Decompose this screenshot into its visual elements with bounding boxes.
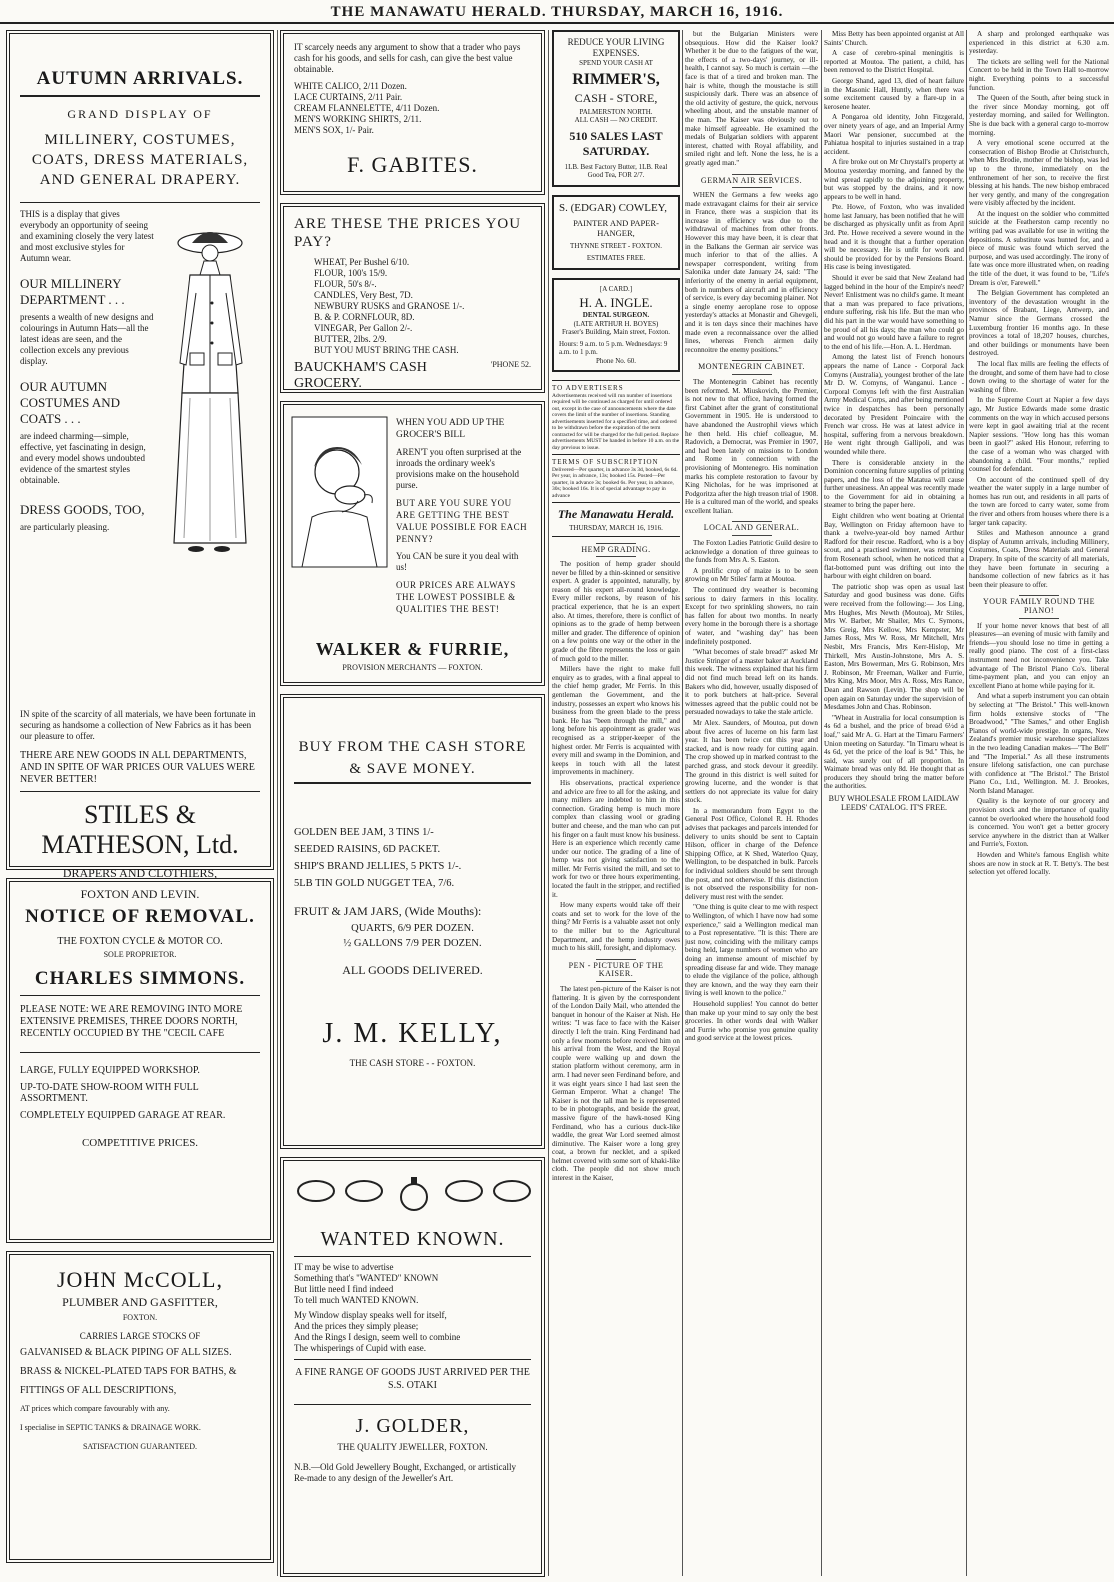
news-para: The tickets are selling well for the National Concert to be held in the Town Hall to-morrow night. Everything points to a successful function. [969, 57, 1109, 92]
local-para: "What becomes of stale bread?" asked Mr Justice Stringer of a master baker at Auckland this week. The witness explained that his firm did not find much bread left on its hands. Bakers who did, however, usually disposed of it to pork butchers at halt-price. Several witnesses agreed that the public could not be persuaded nowadays to take the stale article. [685, 648, 818, 717]
removal-l4: COMPETITIVE PRICES. [81, 1136, 199, 1149]
stiles-matheson-ad [6, 30, 274, 901]
new-goods-text: THERE ARE NEW GOODS IN ALL DEPARTMENTS, AND IN SPITE OF WAR PRICES OUR VALUES WERE NEVER BETTER! [20, 750, 255, 785]
page-masthead: THE MANAWATU HERALD. THURSDAY, MARCH 16, 1916. [0, 0, 1114, 24]
subscription-text: Delivered—Per quarter, in advance 3s 3d, booked, 6s 6d. Per year, in advance, 13s; booked 15s. Posted—Per quarter, in advance 3s; booked 6s. Per year, in advance, 30s; booked 16s. It is of special advantage to pay in advance [552, 466, 678, 499]
column-rule [821, 30, 822, 1576]
bauckham-item: BUTTER, 2lbs. 2/9. [314, 334, 387, 344]
piano-para: Quality is the keynote of our grocery and provision stock and the importance of quality cannot be overlooked where the household food is concerned. You won't get a better grocery service anywhere in the district than at Walker and Furrie's, Foxton. [969, 797, 1109, 849]
rimmer-h1: REDUCE YOUR LIVING EXPENSES. [567, 37, 665, 58]
subscription-head: TERMS OF SUBSCRIPTION [552, 458, 659, 466]
bauckham-item: WHEAT, Per Bushel 6/10. [314, 257, 410, 267]
kelly-title: BUY FROM THE CASH STORE & SAVE MONEY. [294, 736, 531, 784]
kelly-sub: THE CASH STORE - - FOXTON. [349, 1058, 476, 1068]
gabites-ad [280, 30, 545, 195]
golder-goods: A FINE RANGE OF GOODS JUST ARRIVED PER THE S.S. OTAKI [295, 1367, 530, 1391]
subscription-notice [552, 455, 680, 503]
news-para: Miss Betty has been appointed organist at All Saints' Church. [824, 30, 964, 47]
advertisers-notice [552, 380, 680, 455]
golder-sub: THE QUALITY JEWELLER, FOXTON. [337, 1442, 488, 1452]
kelly-quarts: QUARTS, 6/9 PER DOZEN. [351, 923, 474, 934]
poem-line: The whisperings of Cupid with ease. [294, 1343, 426, 1353]
rimmer-store: CASH - STORE, [574, 90, 658, 105]
ingle-late: (LATE ARTHUR H. BOYES) [573, 319, 659, 328]
monte-para: The Montenegrin Cabinet has recently been reformed. M. Miuskovich, the Premier, is not new to that office, having formed the first Cabinet after the grant of constitutional Government in 1905. He is understood to have abandoned the Austrophil views which he then held. His chief colleague, M. Radovich, a Democrat, was Premier in 1907, and had been lately on missions to London and Rome in connection with the provisioning of Montenegro. His nomination marks his complete restoration to favour by King Nicholas, for he was imprisoned at Podgoritza after the high treason trial of 1908. He is a cultured man of the world, and speaks excellent Italian. [685, 377, 818, 515]
stiles-loc: FOXTON AND LEVIN. [80, 887, 200, 901]
gabites-intro: IT scarcely needs any argument to show that a trader who pays cash for his goods, and sells for cash, can give the best value obtainable. [294, 42, 521, 74]
column-5 [824, 30, 964, 1576]
dress-head: DRESS GOODS, TOO, [20, 502, 145, 517]
golder-title: WANTED KNOWN. [320, 1228, 505, 1250]
cowley-trade: PAINTER AND PAPER-HANGER, [573, 217, 659, 238]
laidlaw-foot: BUY WHOLESALE FROM LAIDLAW LEEDS' CATALOG. IT'S FREE. [828, 794, 960, 812]
news-para: A fire broke out on Mr Chrystall's property at Moutoa yesterday morning, and fanned by the wind spread rapidly to the adjoining property, but was stopped by the drains, and it now appears to be well in hand. [824, 158, 964, 201]
lady-illustration [160, 213, 265, 563]
gabites-item: MEN'S SOX, 1/- Pair. [294, 125, 374, 135]
local-para: The Foxton Ladies Patriotic Guild desire to acknowledge a donation of three guineas to the funds from Mrs A. S. Easton. [685, 539, 818, 565]
walker-t3: You CAN be sure it you deal with us! [396, 551, 519, 572]
golder-ad [280, 1157, 545, 1577]
gabites-item: LACE CURTAINS, 2/11 Pair. [294, 92, 403, 102]
kelly-name: J. M. KELLY, [322, 1018, 503, 1049]
walker-t1: AREN'T you often surprised at the inroads the ordinary week's provisions make on the household purse. [396, 447, 522, 490]
news-para: Stiles and Matheson announce a grand display of Autumn arrivals, including Millinery, Costumes, Coats, Dress Materials and General Drapery. In spite of the scarcity of all materials, they have been fortunate in securing a handsome collection of new fabrics as it has been their pleasure to offer. [969, 529, 1109, 589]
local-head: LOCAL AND GENERAL. [685, 521, 818, 536]
news-para: Among the latest list of French honours appears the name of Lance - Corporal Jack Comyns (Australia), youngest brother of the late Mr D. W. Comyns, of Wanganui. Lance - Corporal Comyns left with the first Australian Army Medical Corps, and after being mentioned twice in despatches has been personally decorated by President Poincaire with the French war cross. He was at latest advice in hospital, suffering from a nervous breakdown. He went right through Gallipoli, and was wounded while there. [824, 353, 964, 456]
stiles-sub: DRAPERS AND CLOTHIERS, [62, 866, 218, 880]
hemp-para: His observations, practical experience and advice are free to all for the asking, and many millers are indebted to him in this connection. Grading hemp is much more complex than classing wool or grading butter and cheese, and the man who can put his finger on a fault must know his business. Here is an experience which recently came under our notice. The grading of a line of hemp was not giving satisfaction to the miller. Mr Ferris visited the mill, and set to work for two or three hours experimenting, located the fault in the stripper, and rectified it. [552, 778, 680, 899]
ingle-bldg: Fraser's Building, Main street, Foxton. [561, 328, 670, 336]
news-para: Eight children who went boating at Oriental Bay, Wellington on Friday afternoon have to thank a twelve-year-old boy named Arthur Radford for their rescue. Radford, who is a boy scout, and a practised swimmer, was returning from Roseneath school, when he noticed that a flat-bottomed punt was drifting out into the harbour with eight children on board. [824, 512, 964, 581]
ingle-trade: DENTAL SURGEON. [582, 311, 650, 319]
news-para: On account of the continued spell of dry weather the water supply in a large number of homes has run out, and residents in all parts of the town are forced to carry water, some from the river and others from houses where there is a larger tank capacity. [969, 475, 1109, 527]
removal-l1: LARGE, FULLY EQUIPPED WORKSHOP. [20, 1064, 200, 1076]
news-para: Pte. Howe, of Foxton, who was invalided home last January, has been notified that he will be discharged as physically unfit as from April 3rd. Pte. Howe received a severe wound in the head and it is thought that a further operation will be necessary. He is unfit for work and should be provided for by the Pensions Board. His case is being investigated. [824, 203, 964, 272]
costumes-text: are indeed charming—simple, effective, yet fascinating in design, and every model shows undoubted evidence of the smartest styles obtainable. [20, 431, 146, 485]
piano-para: If your home never knows that best of all pleasures—an evening of music with family and friends—you should lose no time in getting a really good piano. The cost of a first-class instrument need not inconvenience you. Take advantage of The Bristol Piano Co's. liberal time-payment plan, and you can enjoy an excellent Piano at home while paying for it. [969, 621, 1109, 690]
kelly-item: SHIP'S BRAND JELLIES, 5 PKTS 1/-. [294, 861, 462, 872]
cowley-street: THYNNE STREET - FOXTON. [570, 241, 662, 250]
paper-mast: The Manawatu Herald. [557, 507, 675, 521]
local-para: In a memorandum from Egypt to the General Post Office, Colonel R. H. Rhodes advises that packages and parcels intended for delivery to units should be sent to Captain Hilson, officer in charge of the Defence Shipping Office, at K Shed, Waterloo Quay, Wellington, to be despatched in bulk. Parcels for individual soldiers should be sent through the post, and not otherwise. If this distinction is not observed the responsibility for non-delivery must rest with the sender. [685, 806, 818, 901]
rimmer-foot: 1LB. Best Factory Butter, 1LB. Real Good Tea, FOR 2/7. [564, 162, 668, 179]
jewellery-illustration [294, 1169, 534, 1219]
removal-ad [6, 878, 274, 1243]
news-para: "Wheat in Australia for local consumption is 4s 6d a bushel, and the price of bread 6½d a loaf," said Mr A. G. Hart at the Timaru Farmers' Union meeting on Saturday. "In Timaru wheat is 4s 6d, yet the price of the loaf is 9d." This, he said, was surely out of all proportion. In Waimate bread was only 8d. He thought that as producers they should bring the matter before the authorities. [824, 713, 964, 791]
walker-t2: BUT ARE YOU SURE YOU ARE GETTING THE BEST VALUE POSSIBLE FOR EACH PENNY? [396, 498, 528, 544]
walker-t4: OUR PRICES ARE ALWAYS THE LOWEST POSSIBLE & QUALITIES THE BEST! [396, 580, 516, 614]
walker-name: WALKER & FURRIE, [315, 639, 510, 659]
monte-head: MONTENEGRIN CABINET. [685, 360, 818, 375]
column-2 [280, 30, 545, 1576]
bauckham-item: CANDLES, Very Best, 7D. [314, 290, 413, 300]
kelly-ad [280, 694, 545, 1149]
golder-nb: N.B.—Old Gold Jewellery Bought, Exchanged, or artistically Re-made to any design of the Jeweller's Art. [294, 1462, 516, 1483]
removal-co: THE FOXTON CYCLE & MOTOR CO. [57, 936, 223, 947]
kelly-delivered: ALL GOODS DELIVERED. [342, 963, 483, 977]
news-para: A Pongaroa old identity, John Fitzgerald, over ninety years of age, and an Imperial Army Maori War pensioner, succumbed at the Pahiatua hospital to injuries sustained in a trap accident. [824, 113, 964, 156]
dress-text: are particularly pleasing. [20, 522, 110, 532]
mccoll-l2: GALVANISED & BLACK PIPING OF ALL SIZES. [20, 1346, 232, 1358]
piano-head: YOUR FAMILY ROUND THE PIANO! [969, 595, 1109, 618]
mccoll-ad [6, 1251, 274, 1563]
millinery-text: presents a wealth of new designs and colourings in Autumn Hats—all the latest ideas are seen, and the collection excels any previous display. [20, 312, 154, 366]
poem-line: My Window display speaks well for itself, [294, 1310, 447, 1320]
mccoll-l7: SATISFACTION GUARANTEED. [82, 1441, 198, 1451]
column-1 [6, 30, 274, 1576]
removal-title: NOTICE OF REMOVAL. [25, 906, 255, 927]
gabites-item: CREAM FLANNELETTE, 4/11 Dozen. [294, 103, 440, 113]
autumn-goods: MILLINERY, COSTUMES, COATS, DRESS MATERIALS, AND GENERAL DRAPERY. [31, 132, 249, 188]
bauckham-item: BUT YOU MUST BRING THE CASH. [314, 345, 459, 355]
advertisers-text: Advertisements received will run number of insertions required will be continued as charged for until ordered out, except in the case of announcements where the date covers the limit of the number of insertions. Standing advertisements inserted for a specified time, and ordered to be withdrawn before the expiration of the term contracted for will be charged for the full period. Replace advertisements MUST be handed in before 10 a.m. on the day previous to issue. [552, 392, 680, 451]
rimmer-sales: 510 SALES LAST SATURDAY. [569, 128, 663, 158]
gabites-name: F. GABITES. [347, 152, 478, 177]
paper-date: THURSDAY, MARCH 16, 1916. [552, 524, 680, 537]
removal-name: CHARLES SIMMONS. [34, 967, 246, 989]
news-para: A sharp and prolonged earthquake was experienced in this district at 6.30 a.m. yesterday. [969, 30, 1109, 56]
cowley-ad [552, 195, 680, 270]
column-6 [969, 30, 1109, 1576]
kelly-item: SEEDED RAISINS, 6D PACKET. [294, 844, 441, 855]
ingle-ad [552, 278, 680, 373]
poem-line: And the prices they simply please; [294, 1321, 419, 1331]
mccoll-l5: AT prices which compare favourably with any. [20, 1403, 170, 1413]
mccoll-l1: CARRIES LARGE STOCKS OF [79, 1330, 201, 1341]
walker-furrie-ad [280, 401, 545, 686]
air-head: GERMAN AIR SERVICES. [685, 174, 818, 189]
bauckham-ad [280, 203, 545, 393]
news-para: The local flax mills are feeling the effects of the drought, and some of them have had to close down owing to the shortage of water for the washing of fibre. [969, 359, 1109, 394]
news-para: The Belgian Government has completed an inventory of the devastation wrought in the provinces of Brabant, Liege, Antwerp, and Namur since the Germans crossed the Luxemburg frontier 16 months ago. In these provinces a total of 18,207 houses, churches, and other buildings or monuments have been destroyed. [969, 289, 1109, 358]
bauckham-phone: 'PHONE 52. [490, 359, 531, 369]
column-4 [685, 30, 818, 1576]
column-rule [966, 30, 967, 1576]
column-rule [682, 30, 683, 1576]
mccoll-l4: FITTINGS OF ALL DESCRIPTIONS, [20, 1384, 177, 1396]
rimmer-terms: ALL CASH — NO CREDIT. [574, 116, 658, 124]
kelly-gallons: ½ GALLONS 7/9 PER DOZEN. [343, 938, 482, 949]
ingle-card: [A CARD.] [599, 284, 633, 293]
advertisers-head: TO ADVERTISERS [552, 384, 624, 392]
golder-name: J. GOLDER, [355, 1415, 470, 1437]
poem-line: But little need I find indeed [294, 1284, 394, 1294]
walker-sub: PROVISION MERCHANTS — FOXTON. [342, 662, 483, 672]
column-rule [548, 30, 549, 1576]
costumes-head: OUR AUTUMN COSTUMES AND COATS . . . [20, 379, 121, 426]
removal-prop: SOLE PROPRIETOR. [103, 950, 177, 959]
cowley-name: S. (EDGAR) COWLEY, [559, 201, 667, 214]
news-para: A very emotional scene occurred at the consecration of Bishop Brodie at Christchurch, when Mrs Brodie, mother of the bishop, was led up to the throne, immediately on the enthronement of her son, to receive the first blessing at his hands. The new bishop embraced her very gently, and many of the congregation were visibly affected by the incident. [969, 139, 1109, 208]
stiles-firm: STILES & MATHESON, Ltd. [41, 800, 239, 859]
removal-l3: COMPLETELY EQUIPPED GARAGE AT REAR. [20, 1109, 226, 1121]
cowley-est: ESTIMATES FREE. [586, 254, 646, 262]
mccoll-name: JOHN McCOLL, [57, 1267, 223, 1292]
hemp-para: The position of hemp grader should never be filled by a thin-skinned or sensitive expert. A grader is appointed, naturally, by reason of his expert all-round knowledge. Every miller reckons, by reason of his practical experience, that he is an expert also. At times, therefore, there is conflict of opinions as to the grade of hemp between miller and grader. The difference of opinion on a few points one way or the other in the grade of the fibre represents the loss or gain of much gold to the miller. [552, 560, 680, 663]
scarcity-text: IN spite of the scarcity of all materials, we have been fortunate in securing as handsome a collection of New Fabrics as it has been our pleasure to offer. [20, 709, 256, 741]
kelly-item: GOLDEN BEE JAM, 3 TINS 1/- [294, 827, 434, 838]
bauckham-name: BAUCKHAM'S CASH GROCERY. [294, 360, 427, 391]
local-para: Household supplies! You cannot do better than make up your mind to say only the best groceries. In other words deal with Walker and Furrie who promise you genuine quality and good service at the lowest prices. [685, 999, 818, 1043]
kelly-item: 5LB TIN GOLD NUGGET TEA, 7/6. [294, 878, 455, 889]
bauckham-item: FLOUR, 100's 15/9. [314, 268, 388, 278]
mccoll-l3: BRASS & NICKEL-PLATED TAPS FOR BATHS, & [20, 1365, 237, 1377]
air-para: WHEN the Germans a few weeks ago made extravagant claims for their air service in France, there was a suspicion that its increase in efficiency was due to the withdrawal of machines from other fronts. However this may have been, it is clear that in the Balkans the German air service was much inferior to that of the allies. A newspaper correspondent, writing from Salonika under date January 24, said: "The inferiority of the enemy in aerial equipment, both in numbers of aircraft and in efficiency of service, is every day becoming plainer. Not a single enemy aeroplane rose to oppose yesterday's attacks at Monastir and Ghevgeli, and it is ten days since their machines have made even a reconnaissance over the allied lines, whereas French airmen daily reconnoitre the enemy positions." [685, 191, 818, 354]
rimmer-name: RIMMER'S, [572, 70, 660, 88]
news-para: The Queen of the South, after being stuck in the river since Monday morning, got off yesterday morning, and sailed for Wellington. She is due back with a general cargo to-morrow morning. [969, 94, 1109, 137]
millinery-head: OUR MILLINERY DEPARTMENT . . . [20, 276, 125, 307]
local-para: Mr Alex. Saunders, of Moutoa, put down about five acres of lucerne on his farm last year. It has been twice cut this year and stacked, and is now ready for cutting again. The crop showed up in marked contrast to the parched grass, and stock devour it greedily. The ground in this district is well suited for growing lucerne, and the wonder is that settlers do not appreciate its value for dairy stock. [685, 718, 818, 805]
hemp-head: HEMP GRADING. [552, 543, 680, 558]
poem-line: To tell much WANTED KNOWN. [294, 1295, 419, 1305]
kaiser-head: PEN - PICTURE OF THE KAISER. [552, 959, 680, 982]
removal-l2: UP-TO-DATE SHOW-ROOM WITH FULL ASSORTMENT. [20, 1081, 199, 1104]
local-para: "One thing is quite clear to me with respect to Wellington, of which I have now had some experience," said a Wellington medical man to a Post representative. "It is this: There are just now, coinciding with the military camps being held, large numbers of women who are doing an immense amount of mischief by spreading disease far and wide. They manage to elude the vigilance of the police, although they are known, and the way they earn their living is well known to the police." [685, 903, 818, 998]
golder-poem [294, 1262, 531, 1354]
bauckham-item: VINEGAR, Per Gallon 2/-. [314, 323, 413, 333]
removal-note: PLEASE NOTE: WE ARE REMOVING INTO MORE EXTENSIVE PREMISES, THREE DOORS NORTH, RECENTLY OCCUPIED BY THE "CECIL CAFE [20, 1003, 243, 1039]
kaiser-para: but the Bulgarian Ministers were obsequious. How did the Kaiser look? Whether it be due to the fatigues of the war, the effects of a two-days' journey, or ill-health, I cannot say. So much is certain —the face is that of a tired and broken man. The hair is white, though the moustache is still suspiciously dark. There was an absence of the old activity of gesture, the quick, nervous wheeling about, and the unstable manner of the man. The Kaiser was obviously out to make himself agreeable. He examined the medals of Bulgarian soldiers with apparent interest, chatted with Royal affability, and smiled right and left. None the less, he is a greatly aged man." [685, 30, 818, 167]
gabites-item: WHITE CALICO, 2/11 Dozen. [294, 81, 407, 91]
bauckham-item: FLOUR, 50's 8/-. [314, 279, 377, 289]
kelly-jars: FRUIT & JAM JARS, (Wide Mouths): [294, 904, 482, 918]
walker-h1: WHEN YOU ADD UP THE GROCER'S BILL [396, 418, 505, 440]
bauckham-list [314, 257, 531, 356]
news-para: A case of cerebro-spinal meningitis is reported at Moutoa. The patient, a child, has been removed to the District Hospital. [824, 49, 964, 75]
news-para: George Shand, aged 13, died of heart failure in the Masonic Hall, Huntly, when there was some excitement caused by a flare-up in a kerosene heater. [824, 76, 964, 111]
mccoll-trade: PLUMBER AND GASFITTER, [62, 1295, 218, 1309]
news-para: At the inquest on the soldier who committed suicide at the Featherston camp recently no writing pad was available for use in writing the depositions. A substitute was hunted for, and a piece of music was found which served the purpose, and was used accordingly. The irony of fate was once more illustrated when, on reading the title of the duet, it was found to be, "Life's Dream is o'er, Farewell." [969, 209, 1109, 287]
rimmer-loc: PALMERSTON NORTH. [579, 107, 653, 116]
news-para: Should it ever be said that New Zealand had lagged behind in the hour of the Empire's need? Never! Enlistment was no child's game. It meant that a man was prepared to face privations, endure suffering, risk his life. But the man who did his part in the war would have something to be proud of all his days; the man who could go and would not go would have a failure to regret to the end of his life.—Hon. A. L. Herdman. [824, 274, 964, 351]
gabites-list [294, 81, 531, 136]
woman-drinking-illustration [292, 417, 387, 567]
ingle-name: H. A. INGLE. [579, 295, 653, 310]
poem-line: Something that's "WANTED" KNOWN [294, 1273, 439, 1283]
column-3 [552, 30, 680, 1576]
column-rule [277, 30, 278, 1576]
kaiser-para: The latest pen-picture of the Kaiser is not flattering. It is given by the correspondent of the London Daily Mail, who attended the banquet in honour of the Kaiser at Nish. He writes: "I was face to face with the Kaiser directly I left the train. King Ferdinand had only a few moments before received him on his arrival from the West, and the Royal couple were walking up and down the station platform without ceremony, arm in arm. I had never seen Ferdinand before, and it was eight years since I had last seen the German Emperor. What a change! The Kaiser is not the tall man he is represented to be in photographs, and beside the great, massive figure of the hawk-nosed King Ferdinand, who has a curious duck-like waddle, the great War Lord seemed almost diminutive. The Kaiser wore a long grey coat, a brown fur necklet, and a spiked helmet covered with some sort of khaki-like cloth. The people did not show much interest in the Kaiser, [552, 985, 680, 1183]
poem-line: And the Rings I design, seem well to combine [294, 1332, 461, 1342]
news-para: In the Supreme Court at Napier a few days ago, Mr Justice Edwards made some drastic comments on the way in which accused persons were kept in gaol awaiting trial at the recent Napier sessions. "How long has this woman been in gaol?" asked His Honour, referring to the case of a woman who was charged with abandoning a child. "Four months," replied counsel for defendant. [969, 396, 1109, 474]
poem-line: IT may be wise to advertise [294, 1262, 394, 1272]
news-para: There is considerable anxiety in the Dominion concerning future supplies of printing papers, and the loss of the Matatua will cause further uneasiness. An appeal was recently made to the Government for aid in obtaining a steamer to bring the paper here. [824, 458, 964, 510]
bauckham-item: NEWBURY RUSKS and GRANOSE 1/-. [314, 301, 465, 311]
hemp-para: How many experts would take off their coats and set to work for the love of the thing? Mr Ferris is a valuable asset not only to the miller but to the Agricultural Department, and the hemp industry owes much to his skill, foresight, and diplomacy. [552, 901, 680, 953]
rimmer-h2: SPEND YOUR CASH AT [579, 59, 653, 67]
autumn-intro: THIS is a display that gives everybody an opportunity of seeing and examining closely the very latest and most exclusive styles for Autumn wear. [20, 209, 154, 263]
bauckham-title: ARE THESE THE PRICES YOU PAY? [294, 216, 522, 250]
hemp-article [552, 543, 680, 1183]
autumn-title: AUTUMN ARRIVALS. [36, 68, 244, 89]
piano-para: Howden and White's famous English white shoes are now in stock at R. T. Betty's. The best selection yet offered locally. [969, 851, 1109, 877]
ingle-phone: Phone No. 60. [595, 356, 637, 365]
piano-para: And what a superb instrument you can obtain by selecting at "The Bristol." This well-known firm holds extensive stocks of "The Broadwood," "The Sames," and other English Pianos of world-wide prestige. In organs, New Zealand's premier music warehouse specializes in the two leading Canadian makes—"The Bell" and "The Imperial." As all these instruments ensure lifelong satisfaction, one can purchase with confidence at "The Bristol." The Bristol Piano Co., Ltd., Wellington. M. J. Brookes, North Island Manager. [969, 692, 1109, 795]
local-para: The continued dry weather is becoming serious to dairy farmers in this locality. Except for two sprinkling showers, no rain has fallen for about two months. In nearly every home in the borough there is a shortage of water, and "washing day" has been indefinitely postponed. [685, 586, 818, 646]
kelly-list [294, 824, 531, 892]
news-para: The patriotic shop was open as usual last Saturday and good business was done. Gifts were received from the following:— Jos Ling, Mrs Hughes, Mrs Newth (Moutoa), Mr Stiles, Mrs W. Barber, Mr Shailer, Mrs C. Symons, Mrs Greig, Mrs Kellow, Mrs Kempster, Mr James Ross, Mrs W. Ross, Mr Mitchell, Mrs Nesbit, Mrs Francis, Mrs Kerr-Hislop, Mr Thirkell, Mrs Austin-Johnstone, Mrs A. S. Easton, Mrs Bowerman, Mrs G. Robinson, Mrs J. Robinson, Mr Freeman, Walker and Furrie, Mrs King, Mrs Moor, Mrs A. Ross, Mrs Rance, Dean and Rawson (Levin). The shop will be open again on Saturday under the supervision of Mesdames John and Chas. Robinson. [824, 582, 964, 712]
ingle-hours: Hours: 9 a.m. to 5 p.m. Wednesdays: 9 a.m. to 1 p.m. [559, 339, 668, 356]
mccoll-loc: FOXTON. [122, 1313, 158, 1322]
autumn-sub: GRAND DISPLAY OF [67, 107, 213, 121]
rimmer-ad [552, 30, 680, 187]
mccoll-l6: I specialise in SEPTIC TANKS & DRAINAGE WORK. [20, 1422, 201, 1432]
bauckham-item: B. & P. CORNFLOUR, 8D. [314, 312, 415, 322]
hemp-para: Millers have the right to make full enquiry as to grades, with a final appeal to the chief hemp grader, Mr Ferris. In this gentleman the Government, and the industry, possesses an expert who knows his business from the green blade to the press bank. He has "been through the mill," and long before his appointment as grader was recognised as a stripper-keeper of the highest order. Mr Ferris is acquainted with every mill and swamp in the Dominion, and keeps in touch with all the latest improvements in machinery. [552, 665, 680, 777]
local-para: A prolific crop of maize is to be seen growing on Mr Stiles' farm at Moutoa. [685, 566, 818, 584]
gabites-item: MEN'S WORKING SHIRTS, 2/11. [294, 114, 422, 124]
